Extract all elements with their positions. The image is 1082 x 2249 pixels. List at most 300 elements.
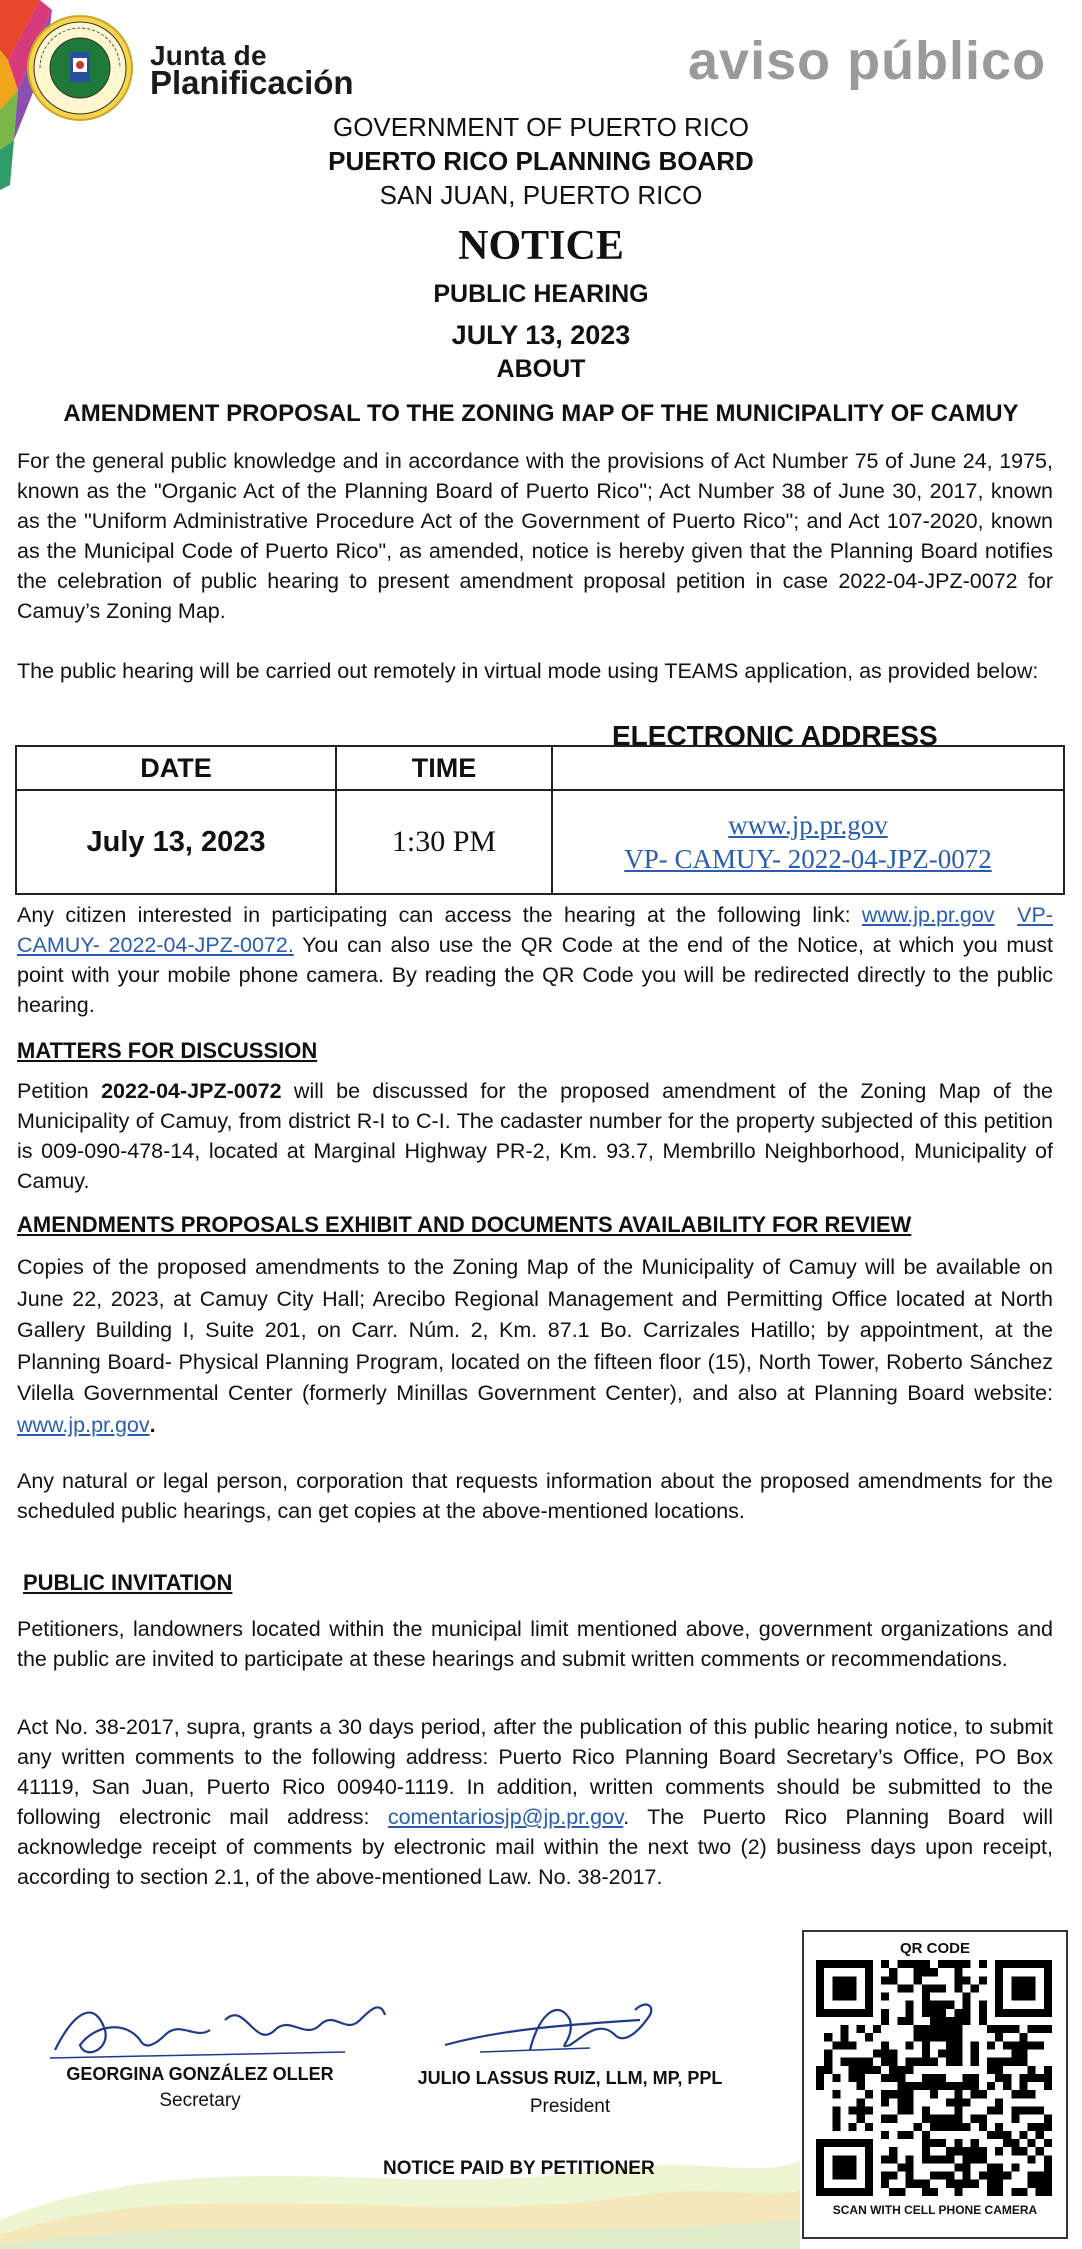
qr-module: [995, 2098, 1003, 2106]
qr-module: [906, 2106, 914, 2114]
qr-module: [922, 1968, 930, 1976]
qr-module: [881, 1976, 889, 1984]
qr-module: [897, 2017, 905, 2025]
qr-module: [832, 2074, 840, 2082]
qr-module: [979, 2017, 987, 2025]
qr-module: [1011, 2106, 1019, 2114]
qr-module: [979, 2090, 987, 2098]
qr-module: [906, 2098, 914, 2106]
president-title: President: [529, 2096, 611, 2117]
col-electronic-address: ELECTRONIC ADDRESS: [612, 720, 938, 751]
qr-module: [922, 2155, 930, 2163]
qr-module: [979, 2009, 987, 2017]
qr-module: [954, 1968, 962, 1976]
qr-module: [922, 2139, 930, 2147]
qr-module: [1019, 2106, 1027, 2114]
qr-module: [865, 2033, 873, 2041]
qr-module: [832, 2155, 856, 2179]
qr-module: [938, 2025, 946, 2033]
qr-module: [922, 1960, 930, 1968]
availability-website-link[interactable]: www.jp.pr.gov: [17, 1412, 150, 1437]
qr-module: [930, 2058, 938, 2066]
access-link-website[interactable]: www.jp.pr.gov: [861, 903, 995, 927]
qr-module: [1044, 2123, 1052, 2131]
qr-module: [930, 2017, 938, 2025]
qr-module: [889, 1968, 897, 1976]
qr-module: [995, 2033, 1003, 2041]
qr-module: [897, 2090, 905, 2098]
qr-module: [857, 2098, 865, 2106]
location-line: SAN JUAN, PUERTO RICO: [379, 180, 703, 210]
qr-module: [930, 2082, 938, 2090]
qr-module: [979, 2123, 987, 2131]
qr-module: [995, 2123, 1003, 2131]
qr-module: [857, 2106, 865, 2114]
qr-module: [1036, 2188, 1044, 2196]
qr-module: [930, 2188, 938, 2196]
qr-module: [971, 2058, 979, 2066]
qr-module: [954, 1984, 962, 1992]
qr-module: [1036, 2180, 1044, 2188]
qr-module: [832, 2115, 840, 2123]
qr-module: [889, 2058, 897, 2066]
qr-module: [881, 2074, 889, 2082]
qr-module: [906, 2090, 914, 2098]
qr-module: [889, 2090, 897, 2098]
qr-module: [995, 2180, 1003, 2188]
qr-module: [946, 2001, 954, 2009]
qr-module: [832, 2106, 840, 2114]
qr-module: [938, 2155, 946, 2163]
qr-module: [971, 2090, 979, 2098]
qr-module: [938, 1960, 946, 1968]
qr-module: [922, 2009, 930, 2017]
qr-module: [1011, 2090, 1019, 2098]
qr-module: [954, 2017, 962, 2025]
qr-module: [881, 2058, 889, 2066]
qr-module: [922, 2131, 930, 2139]
invitation-text-b: . The Puerto Rico Planning Board will acknowledge receipt of comments by electronic mail within the next two (2) business days upon receipt, according to section 2.1, of the above-mentioned Law. No. 38-2017.: [17, 1805, 1053, 1889]
qr-module: [897, 2188, 905, 2196]
qr-module: [1036, 2147, 1044, 2155]
qr-module: [938, 2009, 946, 2017]
qr-module: [1011, 2188, 1019, 2196]
qr-module: [881, 2115, 889, 2123]
brand-line1: Junta de: [150, 40, 267, 71]
qr-module: [930, 2090, 938, 2098]
comments-email-link[interactable]: comentariosjp@jp.pr.gov: [387, 1805, 624, 1829]
qr-module: [954, 1976, 962, 1984]
qr-module: [938, 2033, 946, 2041]
qr-module: [995, 2074, 1003, 2082]
qr-module: [1028, 2074, 1036, 2082]
qr-code-label: QR CODE: [899, 1940, 970, 1957]
qr-module: [906, 2155, 914, 2163]
qr-module: [1011, 2025, 1019, 2033]
qr-module: [938, 2123, 946, 2131]
hearing-time-cell: 1:30 PM: [336, 790, 552, 894]
qr-module: [954, 2098, 962, 2106]
qr-module: [930, 2033, 938, 2041]
qr-module: [1036, 2074, 1044, 2082]
qr-module: [987, 2172, 995, 2180]
availability-text: Copies of the proposed amendments to the Zoning Map of the Municipality of Camuy will be available on June 22, 2023, at Camuy City Hall; Arecibo Regional Management and Permitting Office located at North Gallery Building I, Suite 201, on Carr. Núm. 2, Km. 87.1 Bo. Carrizales Hatillo; by appointment, at the Planning Board- Physical Planning Program, located on the fifteen floor (15), North Tower, Roberto Sánchez Vilella Governmental Center (formerly Minillas Government Center), and also at Planning Board website:: [17, 1255, 1053, 1405]
qr-module: [954, 2147, 962, 2155]
aviso-publico-title: aviso público: [688, 31, 1047, 91]
availability-section-title: AMENDMENTS PROPOSALS EXHIBIT AND DOCUMENTS AVAILABILITY FOR REVIEW: [17, 1212, 912, 1237]
qr-module: [971, 2180, 979, 2188]
qr-module: [832, 2090, 840, 2098]
qr-module: [849, 2106, 857, 2114]
notice-title: NOTICE: [458, 223, 624, 269]
availability-paragraph: [17, 1252, 1053, 1441]
qr-module: [873, 2025, 881, 2033]
qr-module: [881, 2155, 889, 2163]
qr-module: [865, 2123, 873, 2131]
qr-module: [881, 1960, 889, 1968]
qr-module: [962, 2147, 970, 2155]
qr-module: [962, 2074, 970, 2082]
qr-module: [930, 2155, 938, 2163]
qr-module: [962, 2009, 970, 2017]
qr-module: [954, 2009, 962, 2017]
qr-module: [824, 2066, 832, 2074]
qr-module: [922, 1993, 930, 2001]
qr-module: [1011, 2058, 1019, 2066]
invitation-paragraph-1: Petitioners, landowners located within the municipal limit mentioned above, government organizations and the public are invited to participate at these hearings and submit written comments or recommendations.: [17, 1617, 1053, 1671]
qr-module: [1011, 1976, 1035, 2000]
qr-module: [897, 2131, 905, 2139]
qr-module: [1003, 2131, 1011, 2139]
qr-module: [987, 2058, 995, 2066]
qr-module: [1028, 2139, 1036, 2147]
qr-module: [946, 2050, 954, 2058]
president-name: JULIO LASSUS RUIZ, LLM, MP, PPL: [417, 2068, 723, 2088]
qr-module: [1036, 2172, 1044, 2180]
qr-module: [954, 2041, 962, 2049]
qr-code-image[interactable]: [816, 1960, 1052, 2196]
qr-module: [938, 2050, 946, 2058]
qr-module: [881, 2041, 889, 2049]
qr-module: [971, 2115, 979, 2123]
qr-module: [906, 2066, 914, 2074]
qr-module: [1036, 2025, 1044, 2033]
qr-module: [987, 2188, 995, 2196]
qr-module: [962, 2172, 970, 2180]
qr-module: [1028, 2041, 1036, 2049]
qr-module: [946, 2025, 954, 2033]
qr-module: [987, 2131, 995, 2139]
qr-module: [897, 2074, 905, 2082]
qr-module: [857, 2025, 865, 2033]
qr-module: [995, 2058, 1003, 2066]
qr-module: [857, 2058, 865, 2066]
qr-module: [946, 2123, 954, 2131]
qr-module: [914, 1976, 922, 1984]
qr-module: [1028, 2090, 1036, 2098]
qr-module: [946, 2180, 954, 2188]
qr-module: [971, 2041, 979, 2049]
qr-module: [962, 2001, 970, 2009]
qr-module: [946, 2098, 954, 2106]
qr-module: [881, 2090, 889, 2098]
qr-module: [906, 2082, 914, 2090]
qr-module: [881, 2050, 889, 2058]
qr-module: [962, 2155, 970, 2163]
qr-module: [922, 2041, 930, 2049]
qr-module: [1036, 2041, 1044, 2049]
qr-module: [954, 2180, 962, 2188]
qr-module: [1044, 2082, 1052, 2090]
qr-module: [906, 2058, 914, 2066]
qr-module: [954, 2025, 962, 2033]
qr-module: [906, 2131, 914, 2139]
qr-module: [971, 2082, 979, 2090]
qr-module: [946, 2082, 954, 2090]
qr-module: [914, 2123, 922, 2131]
qr-module: [962, 2123, 970, 2131]
qr-module: [1036, 2131, 1044, 2139]
qr-module: [857, 2066, 865, 2074]
qr-module: [938, 2139, 946, 2147]
qr-module: [962, 1993, 970, 2001]
qr-module: [1019, 2074, 1027, 2082]
hearing-date: JULY 13, 2023: [451, 320, 631, 350]
qr-module: [1044, 2066, 1052, 2074]
virtual-mode-paragraph: The public hearing will be carried out remotely in virtual mode using TEAMS application, as provided below:: [17, 659, 1039, 683]
qr-module: [930, 2009, 938, 2017]
qr-module: [922, 2147, 930, 2155]
qr-module: [962, 2180, 970, 2188]
access-link-case[interactable]: VP- CAMUY- 2022-04-JPZ-0072.: [17, 903, 1053, 957]
qr-module: [849, 2066, 857, 2074]
qr-module: [906, 1984, 914, 1992]
qr-module: [971, 2050, 979, 2058]
qr-module: [922, 2188, 930, 2196]
matters-paragraph: [17, 1076, 1053, 1196]
qr-module: [889, 2172, 897, 2180]
matters-lead: Petition: [17, 1079, 102, 1103]
qr-module: [922, 2050, 930, 2058]
matters-rest: will be discussed for the proposed amendment of the Zoning Map of the Municipality of Camuy, from district R-I to C-I. The cadaster number for the property subjected of this petition is 009-090-478-14, located at Marginal Highway PR-2, Km. 93.7, Membrillo Neighborhood, Municipality of Camuy.: [17, 1079, 1053, 1193]
qr-module: [954, 2163, 962, 2171]
puerto-rico-seal-icon: [26, 14, 134, 122]
notice-paid-label: NOTICE PAID BY PETITIONER: [383, 2158, 655, 2179]
about-label: ABOUT: [496, 355, 586, 383]
qr-module: [938, 2017, 946, 2025]
qr-module: [840, 2041, 848, 2049]
address-link-website[interactable]: www.jp.pr.gov: [728, 810, 888, 840]
qr-module: [938, 1984, 946, 1992]
qr-module: [889, 1976, 897, 1984]
qr-module: [1003, 2082, 1011, 2090]
qr-module: [881, 1993, 889, 2001]
access-text-before: Any citizen interested in participating can access the hearing at the following link:: [17, 903, 862, 927]
qr-module: [946, 2172, 954, 2180]
qr-module: [995, 2172, 1003, 2180]
qr-module: [1019, 2058, 1027, 2066]
qr-module: [906, 2172, 914, 2180]
qr-module: [938, 2001, 946, 2009]
qr-module: [849, 2123, 857, 2131]
qr-module: [906, 2001, 914, 2009]
qr-module: [906, 2180, 914, 2188]
qr-module: [857, 2074, 865, 2082]
qr-module: [946, 1960, 954, 1968]
qr-module: [1019, 2188, 1027, 2196]
qr-module: [914, 1960, 922, 1968]
qr-module: [897, 2066, 905, 2074]
qr-module: [914, 2180, 922, 2188]
qr-module: [954, 2115, 962, 2123]
qr-module: [979, 2001, 987, 2009]
qr-module: [962, 2082, 970, 2090]
qr-module: [897, 1960, 905, 1968]
qr-module: [954, 2188, 962, 2196]
qr-module: [1036, 2106, 1044, 2114]
qr-module: [1003, 2041, 1011, 2049]
qr-module: [816, 2066, 824, 2074]
qr-module: [922, 2025, 930, 2033]
qr-module: [889, 2147, 897, 2155]
qr-module: [1036, 2123, 1044, 2131]
qr-module: [865, 2106, 873, 2114]
qr-module: [1044, 2172, 1052, 2180]
qr-module: [930, 2115, 938, 2123]
qr-module: [865, 2058, 873, 2066]
qr-module: [1011, 2163, 1019, 2171]
qr-module: [922, 2115, 930, 2123]
qr-module: [987, 2025, 995, 2033]
qr-module: [971, 2155, 979, 2163]
qr-module: [832, 1976, 856, 2000]
qr-module: [954, 2058, 962, 2066]
qr-module: [1019, 2033, 1027, 2041]
qr-module: [995, 2025, 1003, 2033]
invitation-section-title: PUBLIC INVITATION: [23, 1570, 233, 1595]
qr-module: [1003, 2139, 1011, 2147]
signature-president: [440, 1990, 680, 2070]
qr-module: [1019, 2041, 1027, 2049]
qr-module: [881, 2009, 889, 2017]
col-time: TIME: [336, 746, 552, 790]
qr-module: [1019, 2131, 1027, 2139]
qr-module: [1003, 2074, 1011, 2082]
qr-module: [816, 2074, 824, 2082]
access-paragraph: [17, 900, 1053, 1020]
qr-module: [1003, 2025, 1011, 2033]
qr-module: [881, 2017, 889, 2025]
qr-module: [995, 2147, 1003, 2155]
qr-module: [857, 2082, 865, 2090]
qr-module: [889, 2188, 897, 2196]
qr-module: [987, 2082, 995, 2090]
secretary-name: GEORGINA GONZÁLEZ OLLER: [66, 2064, 334, 2084]
qr-module: [849, 2058, 857, 2066]
col-date: DATE: [16, 746, 336, 790]
qr-module: [971, 1984, 979, 1992]
qr-module: [995, 2188, 1003, 2196]
qr-module: [930, 2123, 938, 2131]
qr-module: [840, 2025, 848, 2033]
qr-module: [897, 2163, 905, 2171]
qr-module: [914, 2058, 922, 2066]
qr-module: [1011, 2050, 1019, 2058]
qr-module: [914, 2082, 922, 2090]
hearing-date-cell: July 13, 2023: [16, 790, 336, 894]
qr-module: [840, 2033, 848, 2041]
qr-module: [954, 2033, 962, 2041]
qr-module: [1028, 2180, 1036, 2188]
secretary-title: Secretary: [159, 2090, 241, 2111]
public-hearing-label: PUBLIC HEARING: [433, 280, 649, 308]
qr-module: [987, 2180, 995, 2188]
qr-module: [962, 2017, 970, 2025]
qr-module: [930, 1984, 938, 1992]
qr-module: [1044, 2188, 1052, 2196]
qr-module: [1044, 2163, 1052, 2171]
government-line: GOVERNMENT OF PUERTO RICO: [332, 112, 750, 142]
qr-module: [930, 2001, 938, 2009]
qr-module: [971, 2074, 979, 2082]
qr-module: [987, 2041, 995, 2049]
qr-module: [865, 2090, 873, 2098]
qr-module: [930, 2172, 938, 2180]
qr-module: [962, 1960, 970, 1968]
qr-module: [889, 2115, 897, 2123]
qr-module: [889, 2050, 897, 2058]
qr-module: [1003, 2058, 1011, 2066]
qr-module: [946, 2033, 954, 2041]
qr-module: [987, 2066, 995, 2074]
qr-module: [979, 2115, 987, 2123]
qr-module: [979, 2155, 987, 2163]
qr-module: [1019, 2147, 1027, 2155]
qr-module: [922, 2180, 930, 2188]
qr-module: [971, 2139, 979, 2147]
brand-line2: Planificación: [150, 64, 354, 101]
qr-module: [962, 1976, 970, 1984]
qr-module: [824, 2033, 832, 2041]
qr-module: [1044, 2025, 1052, 2033]
qr-module: [995, 2163, 1003, 2171]
qr-module: [1028, 2066, 1036, 2074]
address-link-case[interactable]: VP- CAMUY- 2022-04-JPZ-0072: [624, 844, 992, 874]
qr-module: [914, 2025, 922, 2033]
col-address-cell: [552, 746, 1064, 790]
qr-module: [857, 2115, 865, 2123]
qr-module: [914, 1968, 922, 1976]
qr-module: [987, 2163, 995, 2171]
qr-module: [1019, 2082, 1027, 2090]
invitation-paragraph-2: [17, 1712, 1053, 1892]
qr-module: [873, 2066, 881, 2074]
qr-module: [922, 2033, 930, 2041]
qr-module: [946, 2115, 954, 2123]
qr-module: [930, 1968, 938, 1976]
qr-module: [938, 2115, 946, 2123]
qr-module: [1044, 2155, 1052, 2163]
qr-module: [954, 2082, 962, 2090]
qr-module: [962, 2163, 970, 2171]
qr-module: [914, 2033, 922, 2041]
qr-module: [1011, 2115, 1019, 2123]
qr-module: [881, 2131, 889, 2139]
qr-module: [922, 2106, 930, 2114]
qr-module: [995, 2106, 1003, 2114]
qr-module: [906, 2009, 914, 2017]
qr-module: [849, 2041, 857, 2049]
